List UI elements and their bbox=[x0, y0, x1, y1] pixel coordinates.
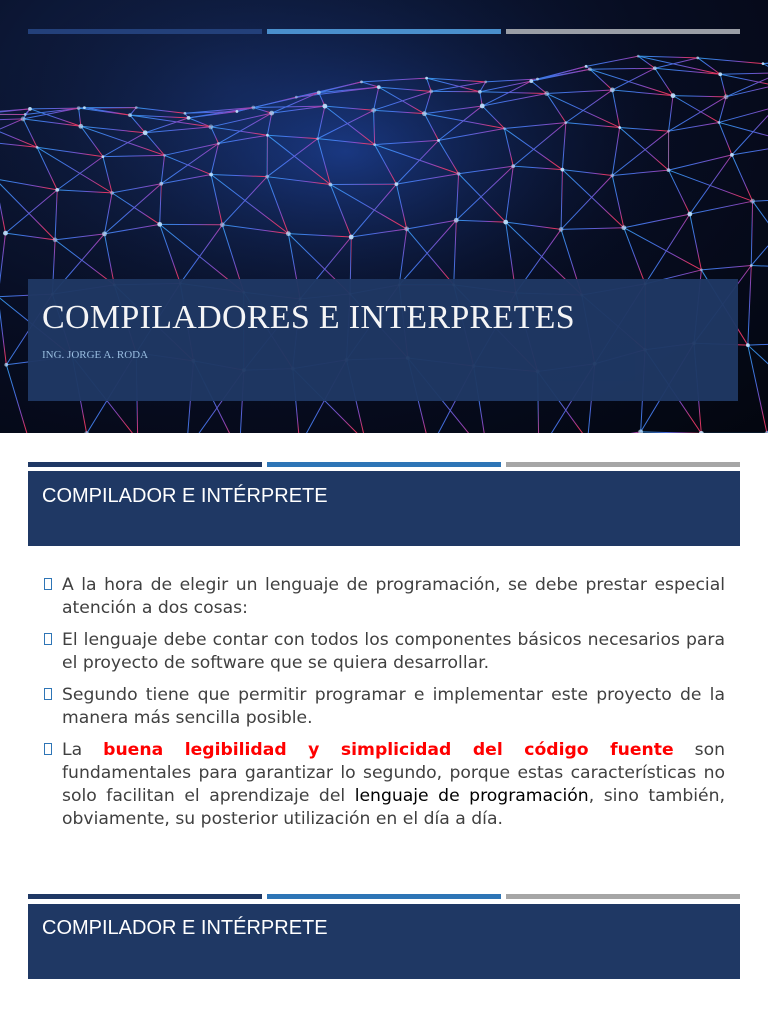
highlight-text: buena legibilidad y simplicidad del código fuente bbox=[103, 740, 674, 760]
cover-accent-bars bbox=[28, 29, 740, 34]
accent-bar-blue bbox=[267, 894, 501, 899]
bullet-text-post: , sino también, obviamente, su posterior utilización en el día a día. bbox=[62, 786, 725, 829]
bullet-item bbox=[44, 629, 725, 675]
bullet-text: El lenguaje debe contar con todos los componentes básicos necesarios para el proyecto de software que se quiera desarrollar. bbox=[62, 630, 725, 673]
accent-bar-dark bbox=[28, 29, 262, 34]
slide-heading: COMPILADOR E INTÉRPRETE bbox=[42, 485, 328, 507]
slide-header bbox=[28, 904, 740, 979]
accent-bar-dark bbox=[28, 462, 262, 467]
accent-bar-grey bbox=[506, 462, 740, 467]
cover-title: COMPILADORES E INTERPRETES bbox=[42, 299, 575, 336]
slide-heading: COMPILADOR E INTÉRPRETE bbox=[42, 917, 328, 939]
link-lenguaje-de-programacion[interactable]: lenguaje de programación bbox=[354, 786, 589, 806]
square-outline-bullet-icon bbox=[44, 633, 52, 645]
square-outline-bullet-icon bbox=[44, 743, 52, 755]
slide-accent-bars bbox=[28, 462, 740, 467]
bullet-item bbox=[44, 739, 725, 831]
bullet-text: A la hora de elegir un lenguaje de programación, se debe prestar especial atención a dos cosas: bbox=[62, 575, 725, 618]
content-slide-next bbox=[0, 890, 768, 1024]
slide-header bbox=[28, 471, 740, 546]
square-outline-bullet-icon bbox=[44, 688, 52, 700]
bullet-text: Segundo tiene que permitir programar e implementar este proyecto de la manera más sencilla posible. bbox=[62, 685, 725, 728]
cover-author: ING. JORGE A. RODA bbox=[42, 349, 149, 361]
bullet-item bbox=[44, 574, 725, 620]
cover-slide bbox=[0, 0, 768, 433]
slide-accent-bars bbox=[28, 894, 740, 899]
content-slide bbox=[0, 433, 768, 890]
accent-bar-grey bbox=[506, 894, 740, 899]
accent-bar-dark bbox=[28, 894, 262, 899]
cover-title-box bbox=[28, 279, 738, 401]
accent-bar-blue bbox=[267, 29, 501, 34]
bullet-text-pre: La bbox=[62, 740, 104, 760]
accent-bar-grey bbox=[506, 29, 740, 34]
bullet-text-mid: son fundamentales para garantizar lo segundo, porque estas características no solo facilitan el aprendizaje del bbox=[62, 740, 725, 806]
square-outline-bullet-icon bbox=[44, 578, 52, 590]
accent-bar-blue bbox=[267, 462, 501, 467]
bullet-item bbox=[44, 684, 725, 730]
bullet-list bbox=[44, 574, 725, 840]
